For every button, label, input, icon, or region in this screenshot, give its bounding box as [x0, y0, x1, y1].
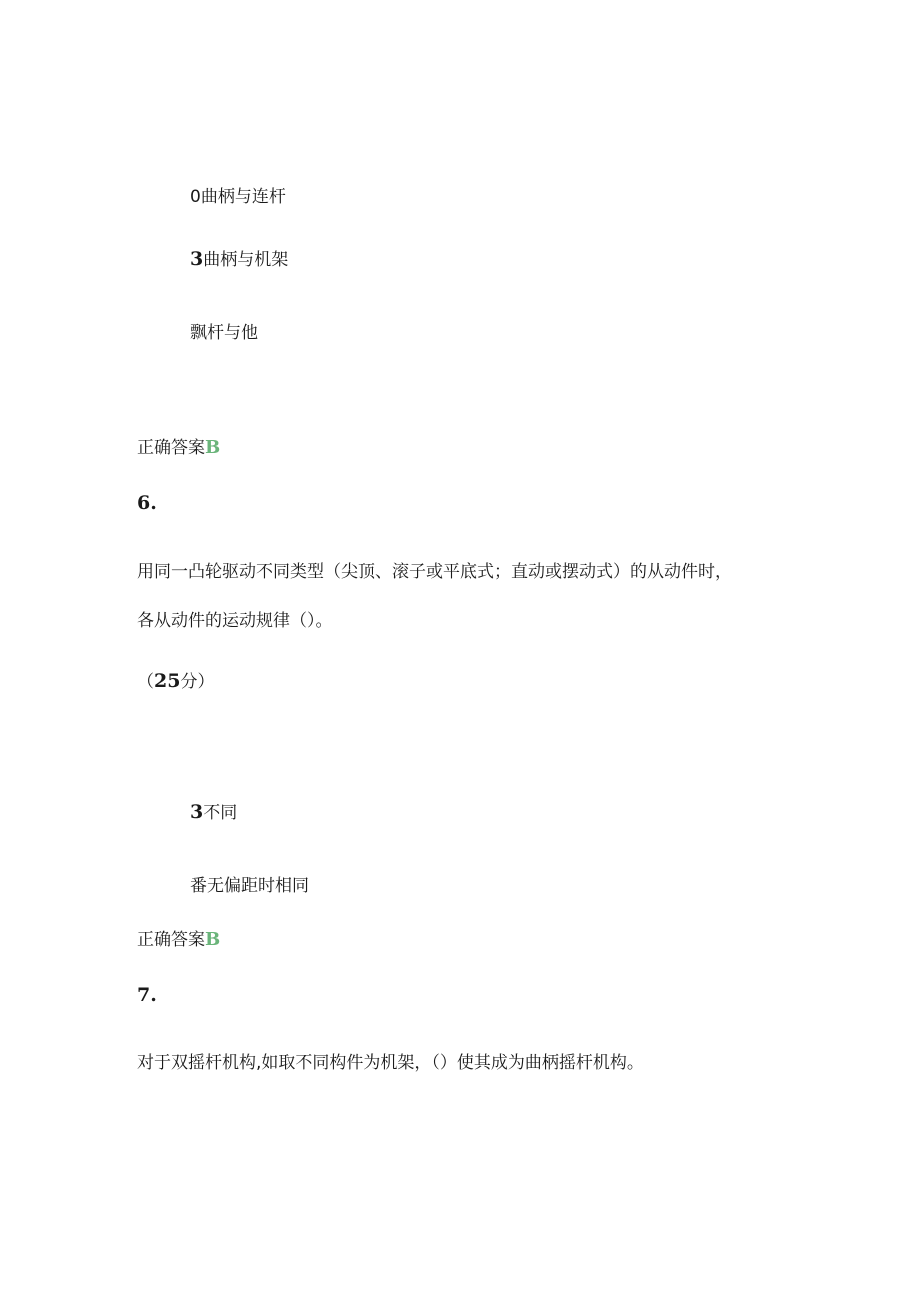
score-value: 25	[154, 670, 181, 692]
question-text: 对于双摇杆机构,如取不同构件为机架，（）使其成为曲柄摇杆机构。	[137, 1053, 644, 1073]
correct-answer	[137, 929, 220, 951]
answer-value: B	[205, 929, 221, 950]
correct-answer	[137, 437, 220, 459]
option-text: 曲柄与连杆	[200, 187, 286, 207]
question-score	[137, 670, 214, 693]
option-text: 飘杆与他	[190, 323, 258, 343]
question-text: 用同一凸轮驱动不同类型（尖顶、滚子或平底式；直动或摆动式）的从动件时，	[137, 562, 732, 582]
option-item	[190, 186, 286, 208]
question-number: 6.	[137, 492, 157, 514]
question-text: 各从动件的运动规律（）。	[137, 611, 333, 631]
answer-label: 正确答案	[137, 438, 205, 458]
option-text: 不同	[203, 803, 238, 823]
option-text: 曲柄与机架	[203, 250, 289, 270]
question-number: 7.	[137, 984, 157, 1006]
score-unit: 分）	[180, 672, 215, 692]
answer-label: 正确答案	[137, 930, 205, 950]
option-marker: 3	[190, 248, 204, 270]
answer-value: B	[205, 437, 221, 458]
option-marker: 3	[190, 801, 204, 823]
option-text: 番无偏距时相同	[190, 876, 309, 896]
option-item	[190, 248, 288, 271]
option-item	[190, 875, 309, 897]
option-item	[190, 801, 237, 824]
option-marker: 0	[190, 187, 201, 207]
score-open: （	[137, 672, 154, 692]
option-item	[190, 322, 258, 344]
